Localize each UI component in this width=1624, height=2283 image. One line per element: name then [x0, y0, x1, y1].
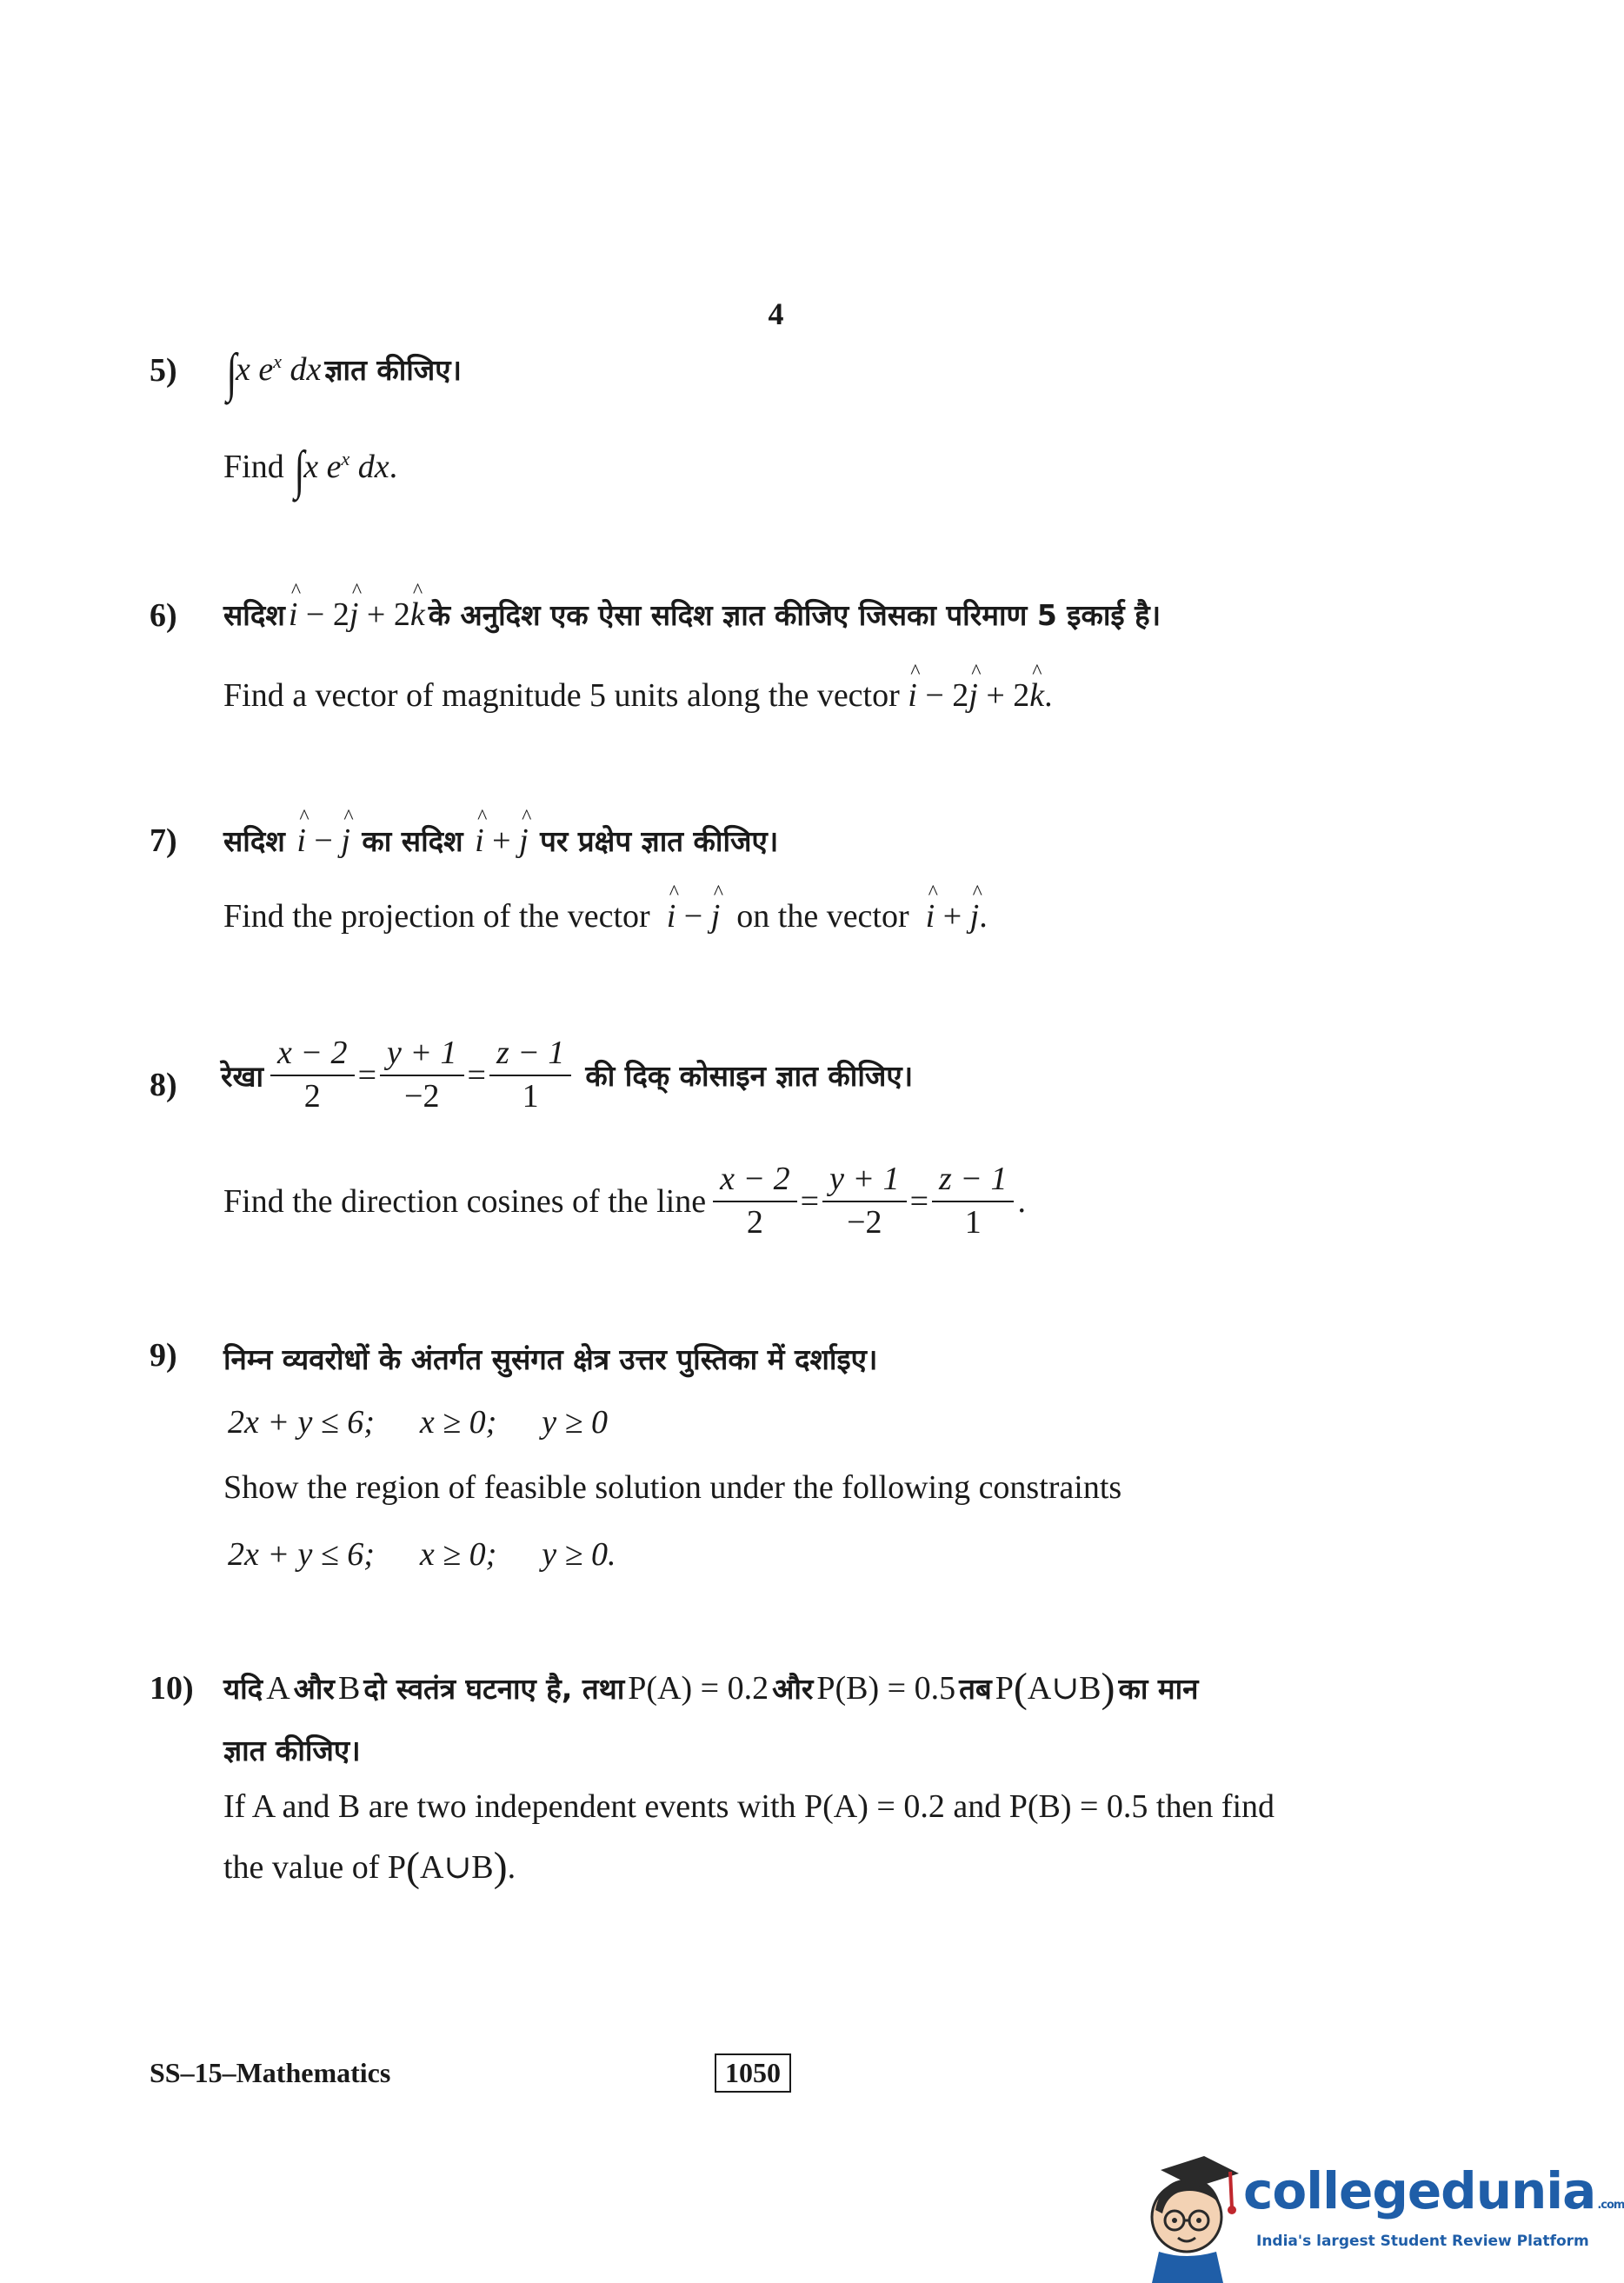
question-9-hindi: निम्न व्यवरोधों के अंतर्गत सुसंगत क्षेत्र उत्तर पुस्तिका में दर्शाइए।	[223, 1342, 878, 1376]
question-7-hindi: सदिश ^ i − ^ j का सदिश ^ i + ^ j पर प्रक्षेप ज्ञात कीजिए।	[223, 821, 778, 860]
collegedunia-logo	[1143, 2130, 1624, 2283]
question-6-number: 6)	[150, 597, 177, 634]
question-10-hindi-line-2: ज्ञात कीजिए।	[223, 1734, 361, 1767]
page-number: 4	[768, 296, 784, 331]
question-5-number: 5)	[150, 352, 177, 389]
question-9-english: Show the region of feasible solution under the following constraints	[223, 1469, 1122, 1506]
integral-sign: ∫	[226, 343, 237, 403]
fraction-z: $\frac{z - 1}{1}$	[489, 1036, 571, 1115]
question-10-hindi: यदि A और B दो स्वतंत्र घटनाए है, तथा P(A) = 0.2 और P(B) = 0.5 तब P(A∪B) का मान	[223, 1665, 1199, 1711]
question-5-hindi: ∫x $e^x$ dx ज्ञात कीजिए।	[226, 343, 463, 403]
question-5-english: Find ∫x $e^x$ dx.	[223, 441, 398, 500]
question-10-number: 10)	[150, 1670, 194, 1707]
question-9-constraints-1: 2x + y ≤ 6; x ≥ 0; y ≥ 0	[228, 1404, 609, 1441]
question-9-constraints-2: 2x + y ≤ 6; x ≥ 0; y ≥ 0.	[228, 1536, 616, 1573]
question-7-number: 7)	[150, 822, 177, 859]
brand-tagline: India's largest Student Review Platform	[1256, 2233, 1589, 2250]
question-8-english: Find the direction cosines of the line $\frac{x - 2}{2}$ = $\frac{y + 1}{-2}$ = $\frac{z - 1}{1}$ .	[223, 1161, 1026, 1241]
fraction-y: $\frac{y + 1}{-2}$	[380, 1036, 464, 1115]
footer-subject: SS–15–Mathematics	[150, 2057, 391, 2088]
question-10-english: If A and B are two independent events with P(A) = 0.2 and P(B) = 0.5 then find	[223, 1788, 1275, 1825]
footer-code: 1050	[715, 2053, 791, 2093]
question-8-number: 8)	[150, 1067, 177, 1103]
student-mascot-icon	[1143, 2130, 1248, 2283]
question-9-number: 9)	[150, 1337, 177, 1374]
question-7-english: Find the projection of the vector ^ i − ^ j on the vector ^ i + ^ j.	[223, 897, 988, 935]
question-6-english: Find a vector of magnitude 5 units along the vector ^ i − 2^ j + 2^ k.	[223, 676, 1053, 715]
question-6-hindi: सदिश ^ i − 2^ j + 2^ k के अनुदिश एक ऐसा सदिश ज्ञात कीजिए जिसका परिमाण 5 इकाई है।	[223, 595, 1161, 634]
question-10-english-line-2: the value of P(A∪B).	[223, 1844, 516, 1890]
fraction-x: $\frac{x - 2}{2}$	[270, 1036, 355, 1115]
question-8-hindi: रेखा $\frac{x - 2}{2}$ = $\frac{y + 1}{-2}$ = $\frac{z - 1}{1}$ की दिक् कोसाइन ज्ञात कीजिए।	[221, 1035, 914, 1115]
brand-name: collegedunia .com	[1243, 2161, 1624, 2220]
